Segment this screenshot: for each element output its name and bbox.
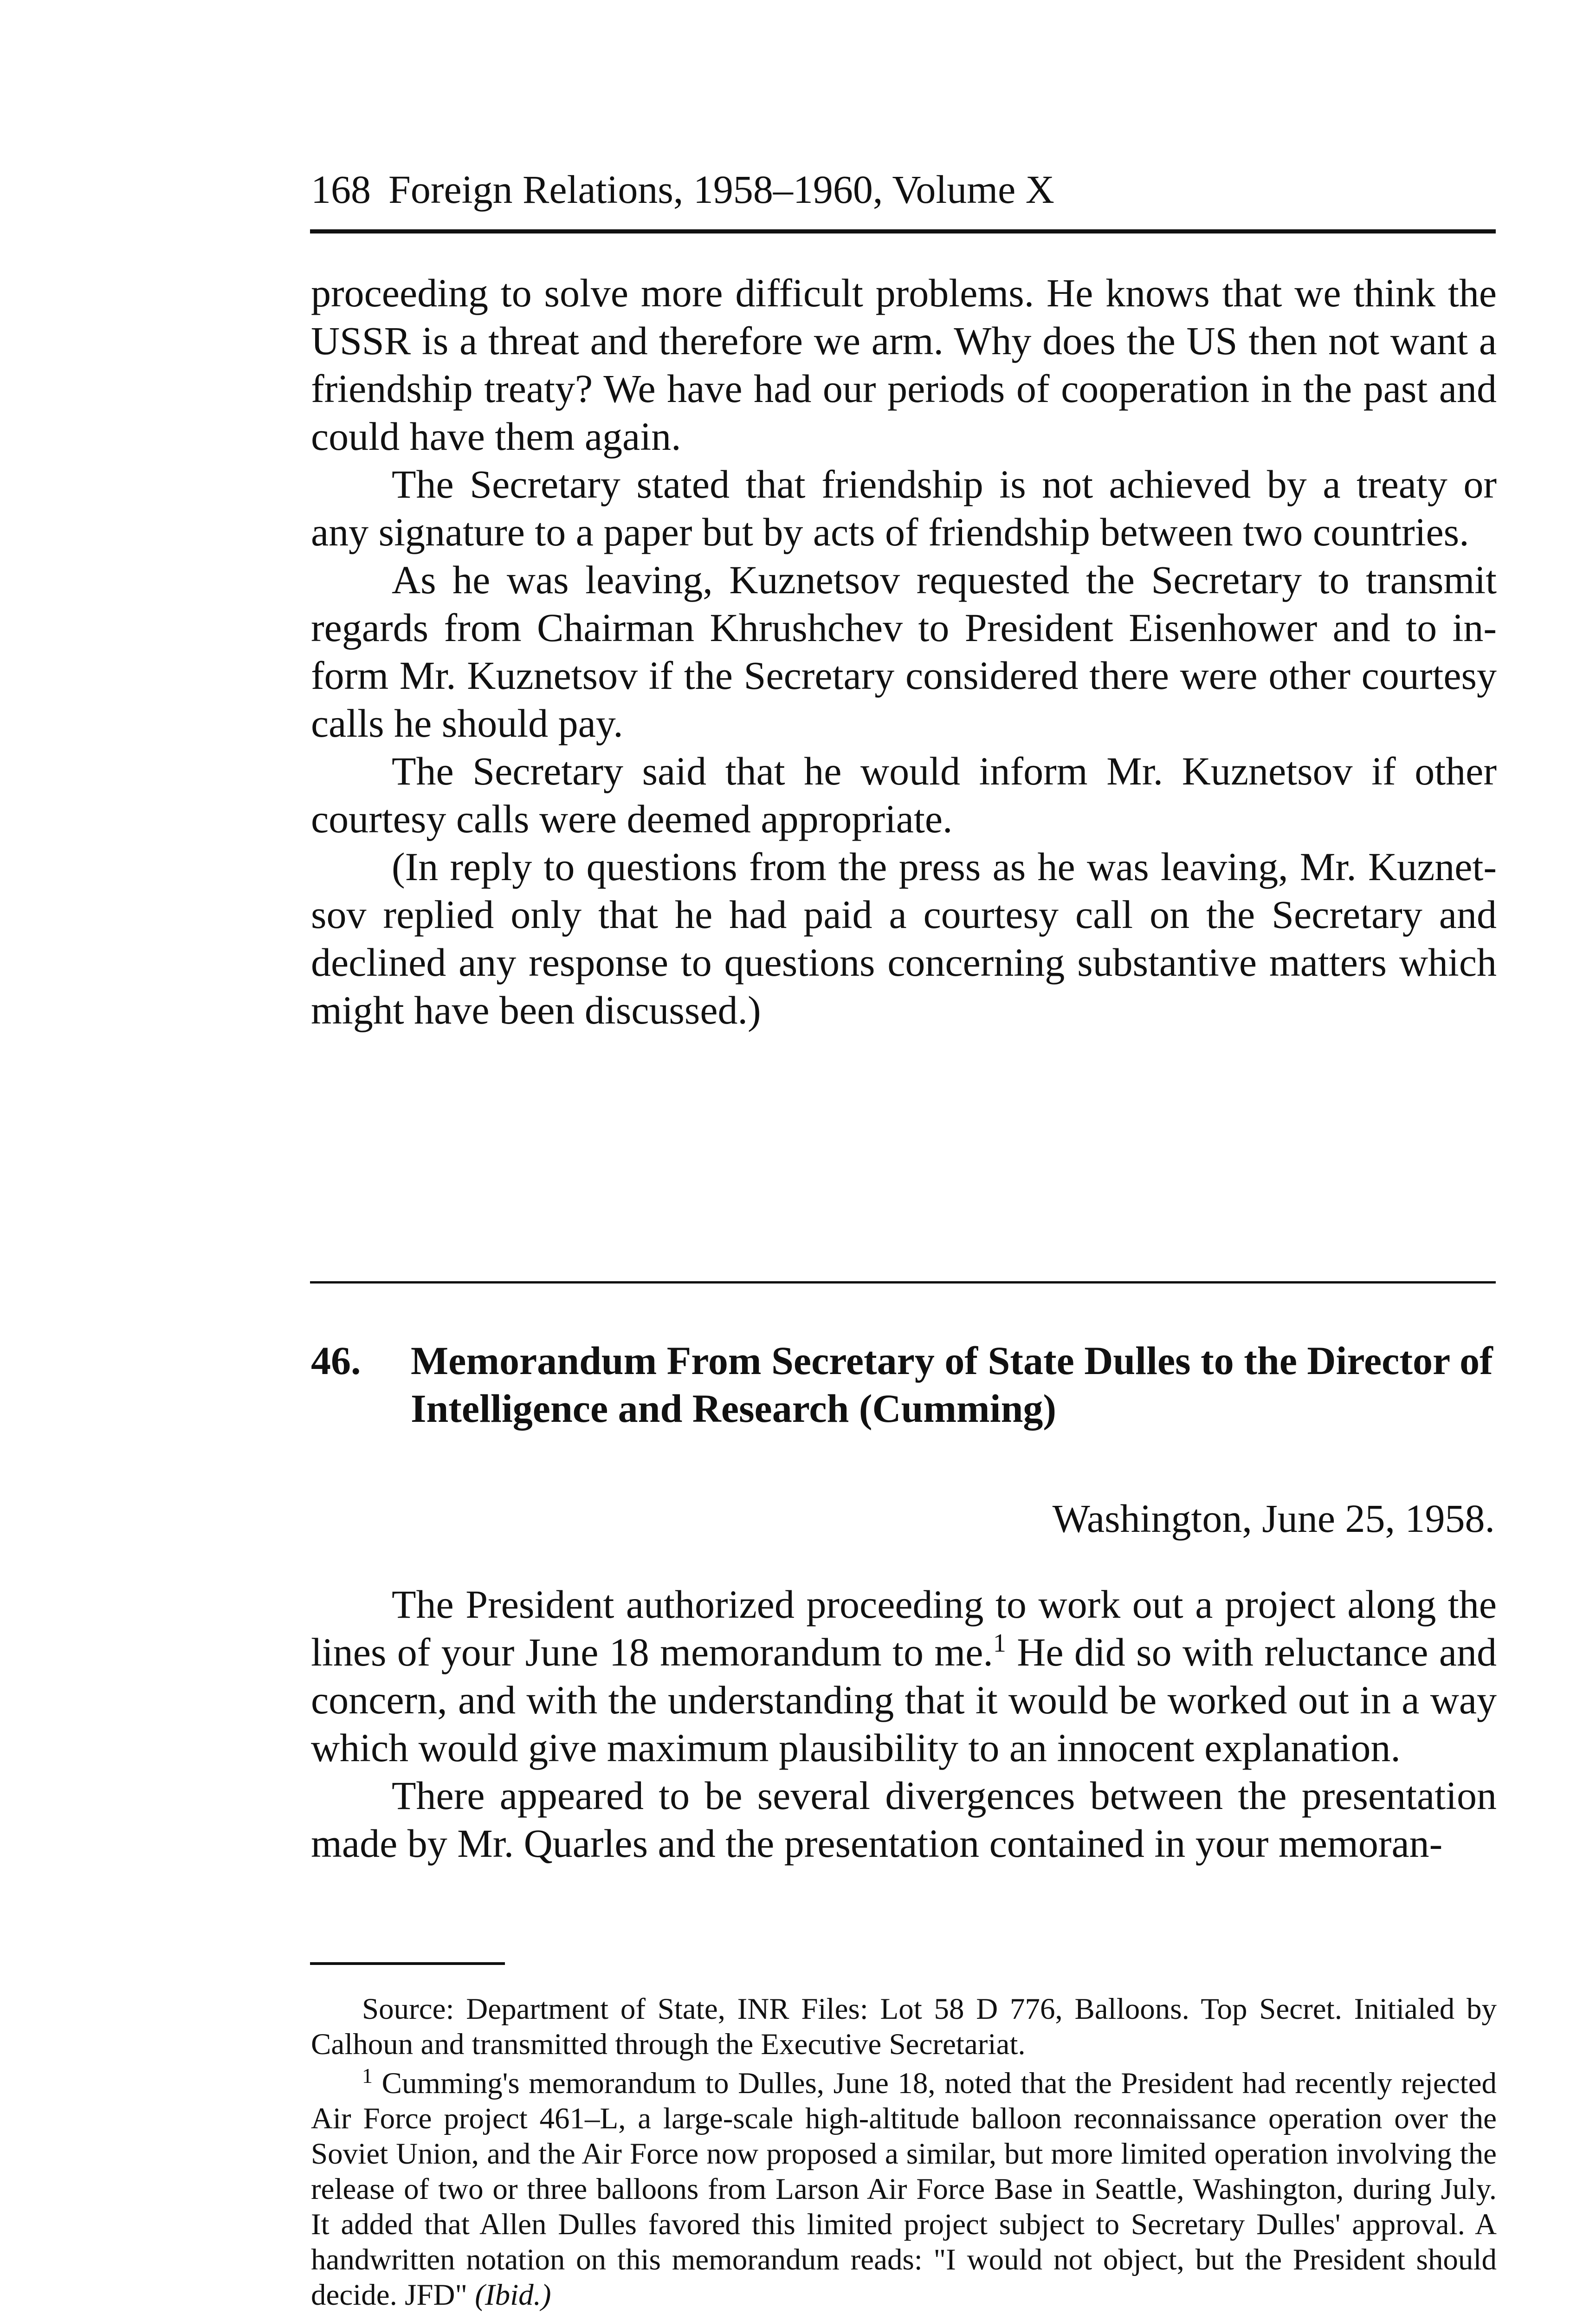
paragraph: The Secretary stated that friendship is not achieved by a treaty or any signature to a paper but by acts of friendship between two countries. <box>311 462 1497 554</box>
footnote-rule <box>310 1962 505 1965</box>
footnote-text: Cumming's memorandum to Dulles, June 18, noted that the President had recently rejected Air Force project 461–L, a large-scale high-altitude balloon reconnaissance operation over the Soviet Union, and the Air Force now proposed a similar, but more limited operation involving the release of two or three balloons from Larson Air Force Base in Seattle, Washington, during July. It added that Allen Dulles favored this limited project subject to Secretary Dulles' approval. A handwritten notation on this memorandum reads: "I would not object, but the President should decide. JFD" <box>311 2067 1497 2312</box>
paragraph-text: The President authorized proceeding to work out a project along the lines of your June 18 memorandum to me. <box>311 1582 1497 1674</box>
paragraph: As he was leaving, Kuznetsov requested the Secretary to transmit regards from Chairman Khrushchev to President Eisenhower and to inform Mr. Kuznetsov if the Secretary considered there were other courtesy calls he should pay. <box>311 558 1497 746</box>
paragraph-text: He did so with reluctance and concern, and with the understanding that it would be worked out in a way which would give maximum plausibility to an innocent explanation. <box>311 1630 1497 1770</box>
footnote-marker: 1 <box>362 2064 373 2088</box>
page-number: 168 <box>311 167 371 212</box>
document-number: 46. <box>311 1338 361 1383</box>
footnotes <box>311 1991 1497 2316</box>
footnote-1 <box>311 2066 1497 2313</box>
footnote-citation: (Ibid.) <box>475 2278 551 2312</box>
running-title: Foreign Relations, 1958–1960, Volume X <box>388 167 1054 212</box>
paragraph: (In reply to questions from the press as he was leaving, Mr. Kuznetsov replied only that he had paid a courtesy call on the Secretary and declined any response to questions concerning substantive matters which might have been discussed.) <box>311 844 1497 1032</box>
header-rule <box>310 229 1496 233</box>
running-header <box>311 167 1494 212</box>
memo-body <box>311 1581 1497 1867</box>
dateline: Washington, June 25, 1958. <box>1052 1496 1495 1541</box>
paragraph: proceeding to solve more difficult problems. He knows that we think the USSR is a threat and therefore we arm. Why does the US then not want a friendship treaty? We have had our periods of cooperation in the past and could have them again. <box>311 271 1497 459</box>
paragraph <box>311 1581 1497 1772</box>
document-title: Memorandum From Secretary of State Dulles to the Director of Intelligence and Research (Cumming) <box>411 1338 1493 1431</box>
continued-memo-text <box>311 269 1497 1034</box>
document-heading <box>311 1337 1504 1433</box>
footnote-reference: 1 <box>993 1629 1006 1658</box>
source-note: Source: Department of State, INR Files: Lot 58 D 776, Balloons. Top Secret. Initialed by Calhoun and transmitted through the Executive Secretariat. <box>311 1992 1497 2061</box>
paragraph: The Secretary said that he would inform Mr. Kuznetsov if other courtesy calls were deemed appropriate. <box>311 749 1497 841</box>
paragraph: There appeared to be several divergences between the presentation made by Mr. Quarles and the presentation contained in your memoran- <box>311 1773 1497 1866</box>
section-divider <box>310 1281 1496 1284</box>
